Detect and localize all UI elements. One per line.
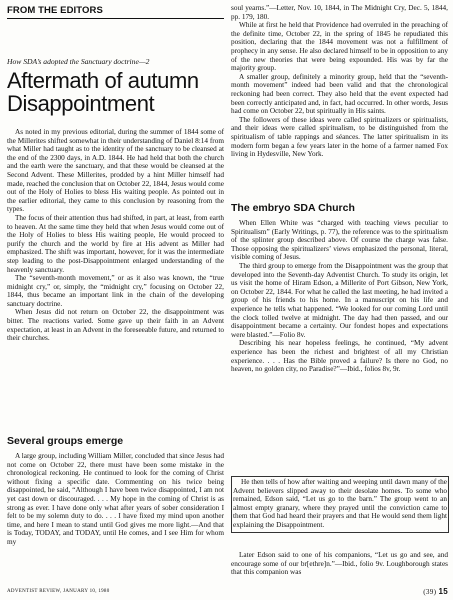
footer-publication: ADVENTIST REVIEW, JANUARY 10, 1980: [7, 589, 110, 594]
paragraph: The focus of their attention thus had shifted, in part, at least, from earth to heaven. At the same time they held that when Jesus would come out of the Holy of Holies to bless His waiting people, He would proceed to purify the church and the world by fire at His advent as Miller had emphasized. The shift was important, however, for it was the intermediate step leading to the post-Disappointment enlarged understanding of the heavenly sanctuary.: [7, 213, 224, 274]
page-marker: (39): [423, 588, 437, 596]
paragraph: The “seventh-month movement,” or as it also was known, the “true midnight cry,” or, simply, the “midnight cry,” focusing on October 22, 1844, thus became an important link in the chain of the developing sanctuary doctrine.: [7, 274, 224, 308]
right-body-3: [231, 551, 448, 577]
paragraph: When Ellen White was “charged with teaching views peculiar to Spiritualism” (Early Writings, p. 77), the reference was to the spiritualism of the splinter group described above. Of course the charge was false. Those opposing the spiritualizers’ views emphasized the personal, literal, visible coming of Jesus.: [231, 219, 448, 262]
paragraph: The followers of these ideas were called spiritualizers or spiritualists, and their ideas were called spiritualism, to be distinguished from the spiritualism of table rappings and séances. The latter spiritualism in its modern form began a few years later in the home of a farmer named Fox living in Hydesville, New York.: [231, 115, 448, 159]
paragraph: He then tells of how after waiting and weeping until dawn many of the Advent believers slipped away to their desolate homes. To some who remained, Edson said, “Let us go to the barn.” The group went to an almost empty granary, where they prayed until the conviction came to them that God had heard their prayers and that He would send them light explaining the Disappointment.: [233, 478, 447, 529]
paragraph: A large group, including William Miller, concluded that since Jesus had not come on October 22, there must have been some mistake in the chronological reckoning. He continued to look for the coming of Christ without fixing a specific date. Commenting on his twice being disappointed, he said, “Although I have been twice disappointed, I am not yet cast down or discouraged. . . . My hope in the coming of Christ is as strong as ever. I have done only what after years of sober consideration I felt to be my solemn duty to do. . . . I have fixed my mind upon another time, and here I mean to stand until God gives me more light.—And that is Today, TODAY, and TODAY, until He comes, and I see Him for whom my: [7, 452, 224, 546]
subhead-several-groups: Several groups emerge: [7, 435, 124, 447]
page-number-block: [423, 587, 448, 596]
article-title: Aftermath of autumn Disappointment: [7, 68, 199, 116]
paragraph: The third group to emerge from the Disappointment was the group that developed into the Seventh-day Adventist Church. To study its origin, let us visit the home of Hiram Edson, a Millerite of Port Gibson, New York, on October 22, 1844. For what he called the last meeting, he had invited a group of his friends to his home. In a manuscript on his life and experience he tells what happened. “We looked for our coming Lord until the clock tolled twelve at midnight. The day had then passed, and our disappointment became a certainty. Our fondest hopes and expectations were blasted.”—Folio 8v.: [231, 261, 448, 339]
paragraph: As noted in my previous editorial, during the summer of 1844 some of the Millerites shifted somewhat in their understanding of Daniel 8:14 from what Miller had taught as to the identity of the sanctuary to be cleansed at the end of the 2300 days, in A.D. 1844. He had held that both the church and the earth were the sanctuary, and that these would be cleansed at the Second Advent. These Millerites, prodded by a hint Miller himself had made, reached the conclusion that on October 22, 1844, Jesus would come out of the Holy of Holies to bless His waiting people. As pointed out in the earlier editorial, they came to this conclusion by reasoning from the types.: [7, 128, 224, 214]
paragraph: When Jesus did not return on October 22, the disappointment was bitter. The reactions varied. Some gave up their faith in an Advent expectation, at least in an Advent in the foreseeable future, and returned to their churches.: [7, 308, 224, 343]
paragraph: soul yearns.”—Letter, Nov. 10, 1844, in The Midnight Cry, Dec. 5, 1844, pp. 179, 180.: [231, 4, 448, 21]
paragraph: Describing his near hopeless feelings, he continued, “My advent experience has been the richest and brightest of all my Christian experience. . . . Has the Bible proved a failure? Is there no God, no heaven, no golden city, no Paradise?”—Ibid., folios 8v, 9r.: [231, 339, 448, 374]
page-number: 15: [438, 587, 448, 596]
article-kicker: How SDA’s adopted the Sanctuary doctrine—2: [7, 57, 150, 66]
right-body-1: [231, 4, 448, 159]
paragraph: A smaller group, definitely a minority group, held that the “seventh-month movement” indeed had been valid and that the chronological reckoning had been correct. They also held that the event expected had been correctly anticipated and, in fact, had occurred. In other words, Jesus had come on October 22, but spiritually in His saints.: [231, 72, 448, 116]
subhead-embryo-church: The embryo SDA Church: [231, 202, 355, 214]
right-body-2: [231, 219, 448, 374]
section-label: FROM THE EDITORS: [7, 5, 224, 19]
boxed-paragraph: [231, 476, 449, 533]
paragraph: While at first he held that Providence had overruled in the preaching of the definite time, October 22, in the spring of 1845 he repudiated this position, declaring that the 1844 movement was not a fulfillment of prophecy in any sense. He also declared himself to be in opposition to any of the new theories that were being expounded. His was by far the majority group.: [231, 21, 448, 73]
left-body-1: [7, 128, 224, 343]
paragraph: Later Edson said to one of his companions, “Let us go and see, and encourage some of our br[ethre]n.”—Ibid., folio 9v. Loughborough states that this companion was: [231, 551, 448, 577]
left-body-2: [7, 452, 224, 547]
